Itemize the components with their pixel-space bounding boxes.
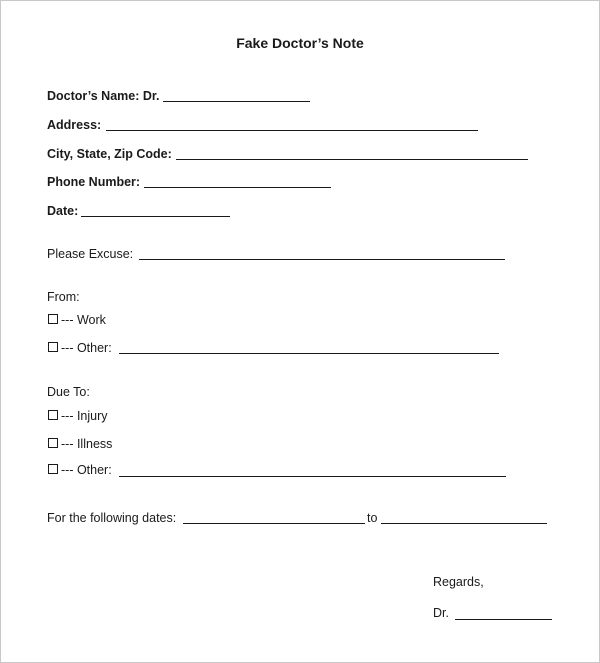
end-date-field[interactable]: [381, 523, 547, 524]
address-field[interactable]: [106, 130, 478, 131]
work-checkbox[interactable]: [48, 314, 58, 324]
page-title: Fake Doctor’s Note: [236, 35, 364, 51]
dr-signature-label: Dr.: [433, 606, 449, 620]
from-other-label: --- Other:: [61, 341, 112, 355]
injury-label: --- Injury: [61, 409, 108, 423]
city-state-zip-field[interactable]: [176, 159, 528, 160]
phone-label: Phone Number:: [47, 175, 141, 189]
from-other-checkbox[interactable]: [48, 342, 58, 352]
following-dates-label: For the following dates:: [47, 511, 177, 525]
date-label: Date:: [47, 204, 79, 218]
injury-checkbox[interactable]: [48, 410, 58, 420]
due-to-illness-option[interactable]: [48, 437, 112, 451]
from-other-option[interactable]: [48, 341, 112, 355]
due-to-other-label: --- Other:: [61, 463, 112, 477]
regards-label: Regards,: [433, 575, 484, 589]
from-other-field[interactable]: [119, 353, 499, 354]
due-to-heading: Due To:: [47, 385, 90, 399]
phone-field[interactable]: [144, 187, 331, 188]
city-state-zip-label: City, State, Zip Code:: [47, 147, 172, 161]
illness-checkbox[interactable]: [48, 438, 58, 448]
illness-label: --- Illness: [61, 437, 113, 451]
from-heading: From:: [47, 290, 80, 304]
please-excuse-field[interactable]: [139, 259, 505, 260]
from-work-option[interactable]: [48, 313, 106, 327]
dr-signature-field[interactable]: [455, 619, 552, 620]
due-to-other-field[interactable]: [119, 476, 506, 477]
due-to-other-option[interactable]: [48, 463, 112, 477]
doctor-name-field[interactable]: [163, 101, 310, 102]
due-to-other-checkbox[interactable]: [48, 464, 58, 474]
address-label: Address:: [47, 118, 102, 132]
date-field[interactable]: [81, 216, 230, 217]
doctor-name-label: Doctor’s Name: Dr.: [47, 89, 160, 103]
to-label: to: [367, 511, 378, 525]
work-label: --- Work: [61, 313, 106, 327]
please-excuse-label: Please Excuse:: [47, 247, 134, 261]
due-to-injury-option[interactable]: [48, 409, 108, 423]
start-date-field[interactable]: [183, 523, 365, 524]
